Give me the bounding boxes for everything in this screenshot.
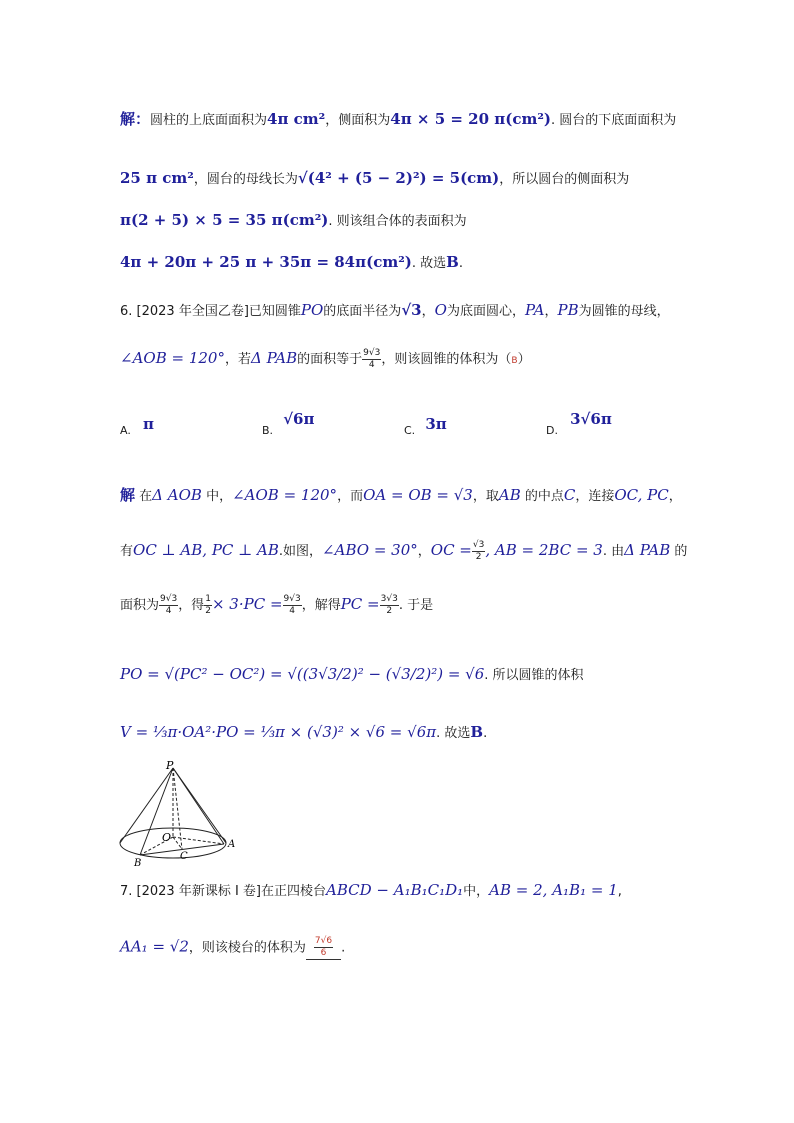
math: 4π + 20π + 25 π + 35π = 84π(cm²) [120, 253, 412, 271]
fraction [362, 348, 381, 371]
text: .如图， [278, 544, 323, 559]
text: 有 [120, 544, 134, 559]
text: ，取 [472, 489, 499, 504]
text: ，得 [178, 598, 205, 613]
math: AB [498, 486, 521, 504]
option-letter: C. [404, 424, 416, 437]
text: 为圆锥的母线， [578, 304, 670, 319]
option-value: π [142, 415, 154, 433]
math: ∠AOB = 120° [120, 349, 225, 367]
denominator: 6 [320, 948, 327, 958]
math: PC = [340, 595, 380, 613]
fraction [380, 594, 399, 617]
math: OC ⊥ AB, PC ⊥ AB [133, 541, 279, 559]
denominator: 4 [165, 606, 172, 616]
text: . [341, 940, 346, 956]
text: . 所以圆锥的体积 [484, 668, 584, 683]
text: 的底面半径为 [323, 304, 402, 319]
text: ，则该圆锥的体积为（ [381, 352, 512, 367]
option-value: √6π [283, 410, 315, 428]
label-b: B [134, 858, 142, 869]
label-c: C [180, 851, 188, 862]
math: PA [524, 301, 545, 319]
option-value: 3√6π [570, 410, 612, 428]
option-b [262, 410, 315, 438]
math: ∠ABO = 30° [322, 541, 418, 559]
math: 4π × 5 = 20 π(cm²) [390, 110, 551, 128]
math: ∠AOB = 120° [232, 486, 338, 504]
text: ， [421, 304, 435, 319]
cone-base [120, 828, 226, 858]
text: . [483, 726, 488, 741]
cone-figure [116, 760, 246, 870]
numerator: √3 [472, 540, 485, 550]
numerator: 9√3 [363, 348, 381, 358]
solution6-line1 [120, 484, 682, 505]
text: 的中点 [524, 489, 564, 504]
solution-label: 解： [120, 110, 151, 128]
math: , AB = 2BC = 3 [485, 541, 603, 559]
text: , [617, 884, 622, 899]
denominator: 2 [386, 606, 393, 616]
math: OA = OB = √3 [363, 486, 473, 504]
text: ， [544, 304, 558, 319]
solution6-line4 [120, 664, 584, 683]
option-a [120, 415, 154, 438]
text: ， [417, 544, 431, 559]
math: ABCD − A₁B₁C₁D₁ [326, 881, 464, 899]
text: . 故选 [411, 256, 447, 271]
option-letter: A. [120, 424, 131, 437]
math: PB [557, 301, 579, 319]
label-o: O [162, 831, 172, 844]
answer-blank[interactable] [306, 936, 341, 960]
answer: B [511, 356, 518, 366]
solution6-line5 [120, 722, 487, 741]
math: Δ AOB [152, 486, 202, 504]
solution5-line3 [120, 210, 467, 229]
math: Δ PAB [624, 541, 671, 559]
option-letter: B. [262, 424, 274, 437]
option-value: 3π [425, 415, 447, 433]
text: ，所以圆台的侧面积为 [499, 172, 630, 187]
label-a: A [228, 839, 236, 850]
denominator: 2 [205, 606, 211, 616]
option-d [546, 410, 612, 438]
option-letter: D. [546, 424, 558, 437]
problem7-line2 [120, 936, 345, 960]
fraction [204, 594, 212, 617]
text: . 于是 [398, 598, 434, 613]
math: π(2 + 5) × 5 = 35 π(cm²) [120, 211, 329, 229]
solution6-line2 [120, 540, 687, 563]
text: . 故选 [436, 726, 471, 741]
denominator: 2 [475, 552, 482, 562]
text: 7. [2023 年新课标 I 卷]在正四棱台 [120, 884, 326, 899]
math: Δ PAB [250, 349, 298, 367]
denominator: 4 [289, 606, 295, 616]
option-c [404, 415, 447, 438]
numerator: 7√6 [314, 936, 333, 946]
text: 在 [139, 489, 153, 504]
math: V = ⅓π·OA²·PO = ⅓π × (√3)² × √6 = √6π [120, 723, 437, 741]
text: ） [517, 352, 531, 367]
math: √3 [401, 301, 422, 319]
math: O [434, 301, 447, 319]
text: ，若 [224, 352, 251, 367]
problem6-line2 [120, 348, 531, 371]
text: ，侧面积为 [325, 113, 391, 128]
solution5-line1 [120, 108, 676, 129]
answer: B [446, 253, 459, 271]
text: 的 [674, 544, 688, 559]
fraction [159, 594, 178, 617]
text: 中， [206, 489, 233, 504]
text: . 由 [602, 544, 625, 559]
problem7-line1 [120, 880, 622, 899]
text: 中， [463, 884, 490, 899]
answer: B [470, 723, 484, 741]
math: OC = [430, 541, 472, 559]
text: . 圆台的下底面面积为 [551, 113, 677, 128]
text: . 则该组合体的表面积为 [328, 214, 467, 229]
numerator: 3√3 [380, 594, 398, 604]
text: ，而 [337, 489, 364, 504]
text: ，则该棱台的体积为 [188, 940, 306, 956]
fraction [283, 594, 302, 617]
numerator: 9√3 [160, 594, 178, 604]
math: AA₁ = √2 [120, 937, 189, 956]
text: 圆柱的上底面面积为 [150, 113, 268, 128]
denominator: 4 [368, 360, 375, 370]
math: PO = √(PC² − OC²) = √((3√3/2)² − (√3/2)²) = √6 [120, 665, 485, 683]
numerator: 9√3 [283, 594, 301, 604]
problem6-line1 [120, 300, 670, 319]
text: 6. [2023 年全国乙卷]已知圆锥 [120, 304, 301, 319]
math: OC, PC [614, 486, 669, 504]
text: ，圆台的母线长为 [193, 172, 298, 187]
text: ，解得 [301, 598, 341, 613]
fraction [472, 540, 485, 563]
math: 25 π cm² [120, 169, 194, 187]
math: 4π cm² [267, 110, 326, 128]
text: ， [668, 489, 682, 504]
math: √(4² + (5 − 2)²) = 5(cm) [297, 169, 500, 187]
math: AB = 2, A₁B₁ = 1 [489, 881, 618, 899]
text: 面积为 [120, 598, 160, 613]
math: × 3·PC = [211, 595, 283, 613]
text: . [458, 256, 463, 271]
math: C [563, 486, 576, 504]
numerator: 1 [205, 594, 211, 604]
text: ，连接 [575, 489, 615, 504]
solution-label: 解 [120, 486, 136, 504]
solution6-line3 [120, 594, 433, 617]
solution5-line4 [120, 252, 463, 271]
math: PO [300, 301, 324, 319]
text: 为底面圆心， [446, 304, 525, 319]
text: 的面积等于 [297, 352, 363, 367]
solution5-line2 [120, 168, 629, 187]
label-p: P [166, 760, 174, 772]
